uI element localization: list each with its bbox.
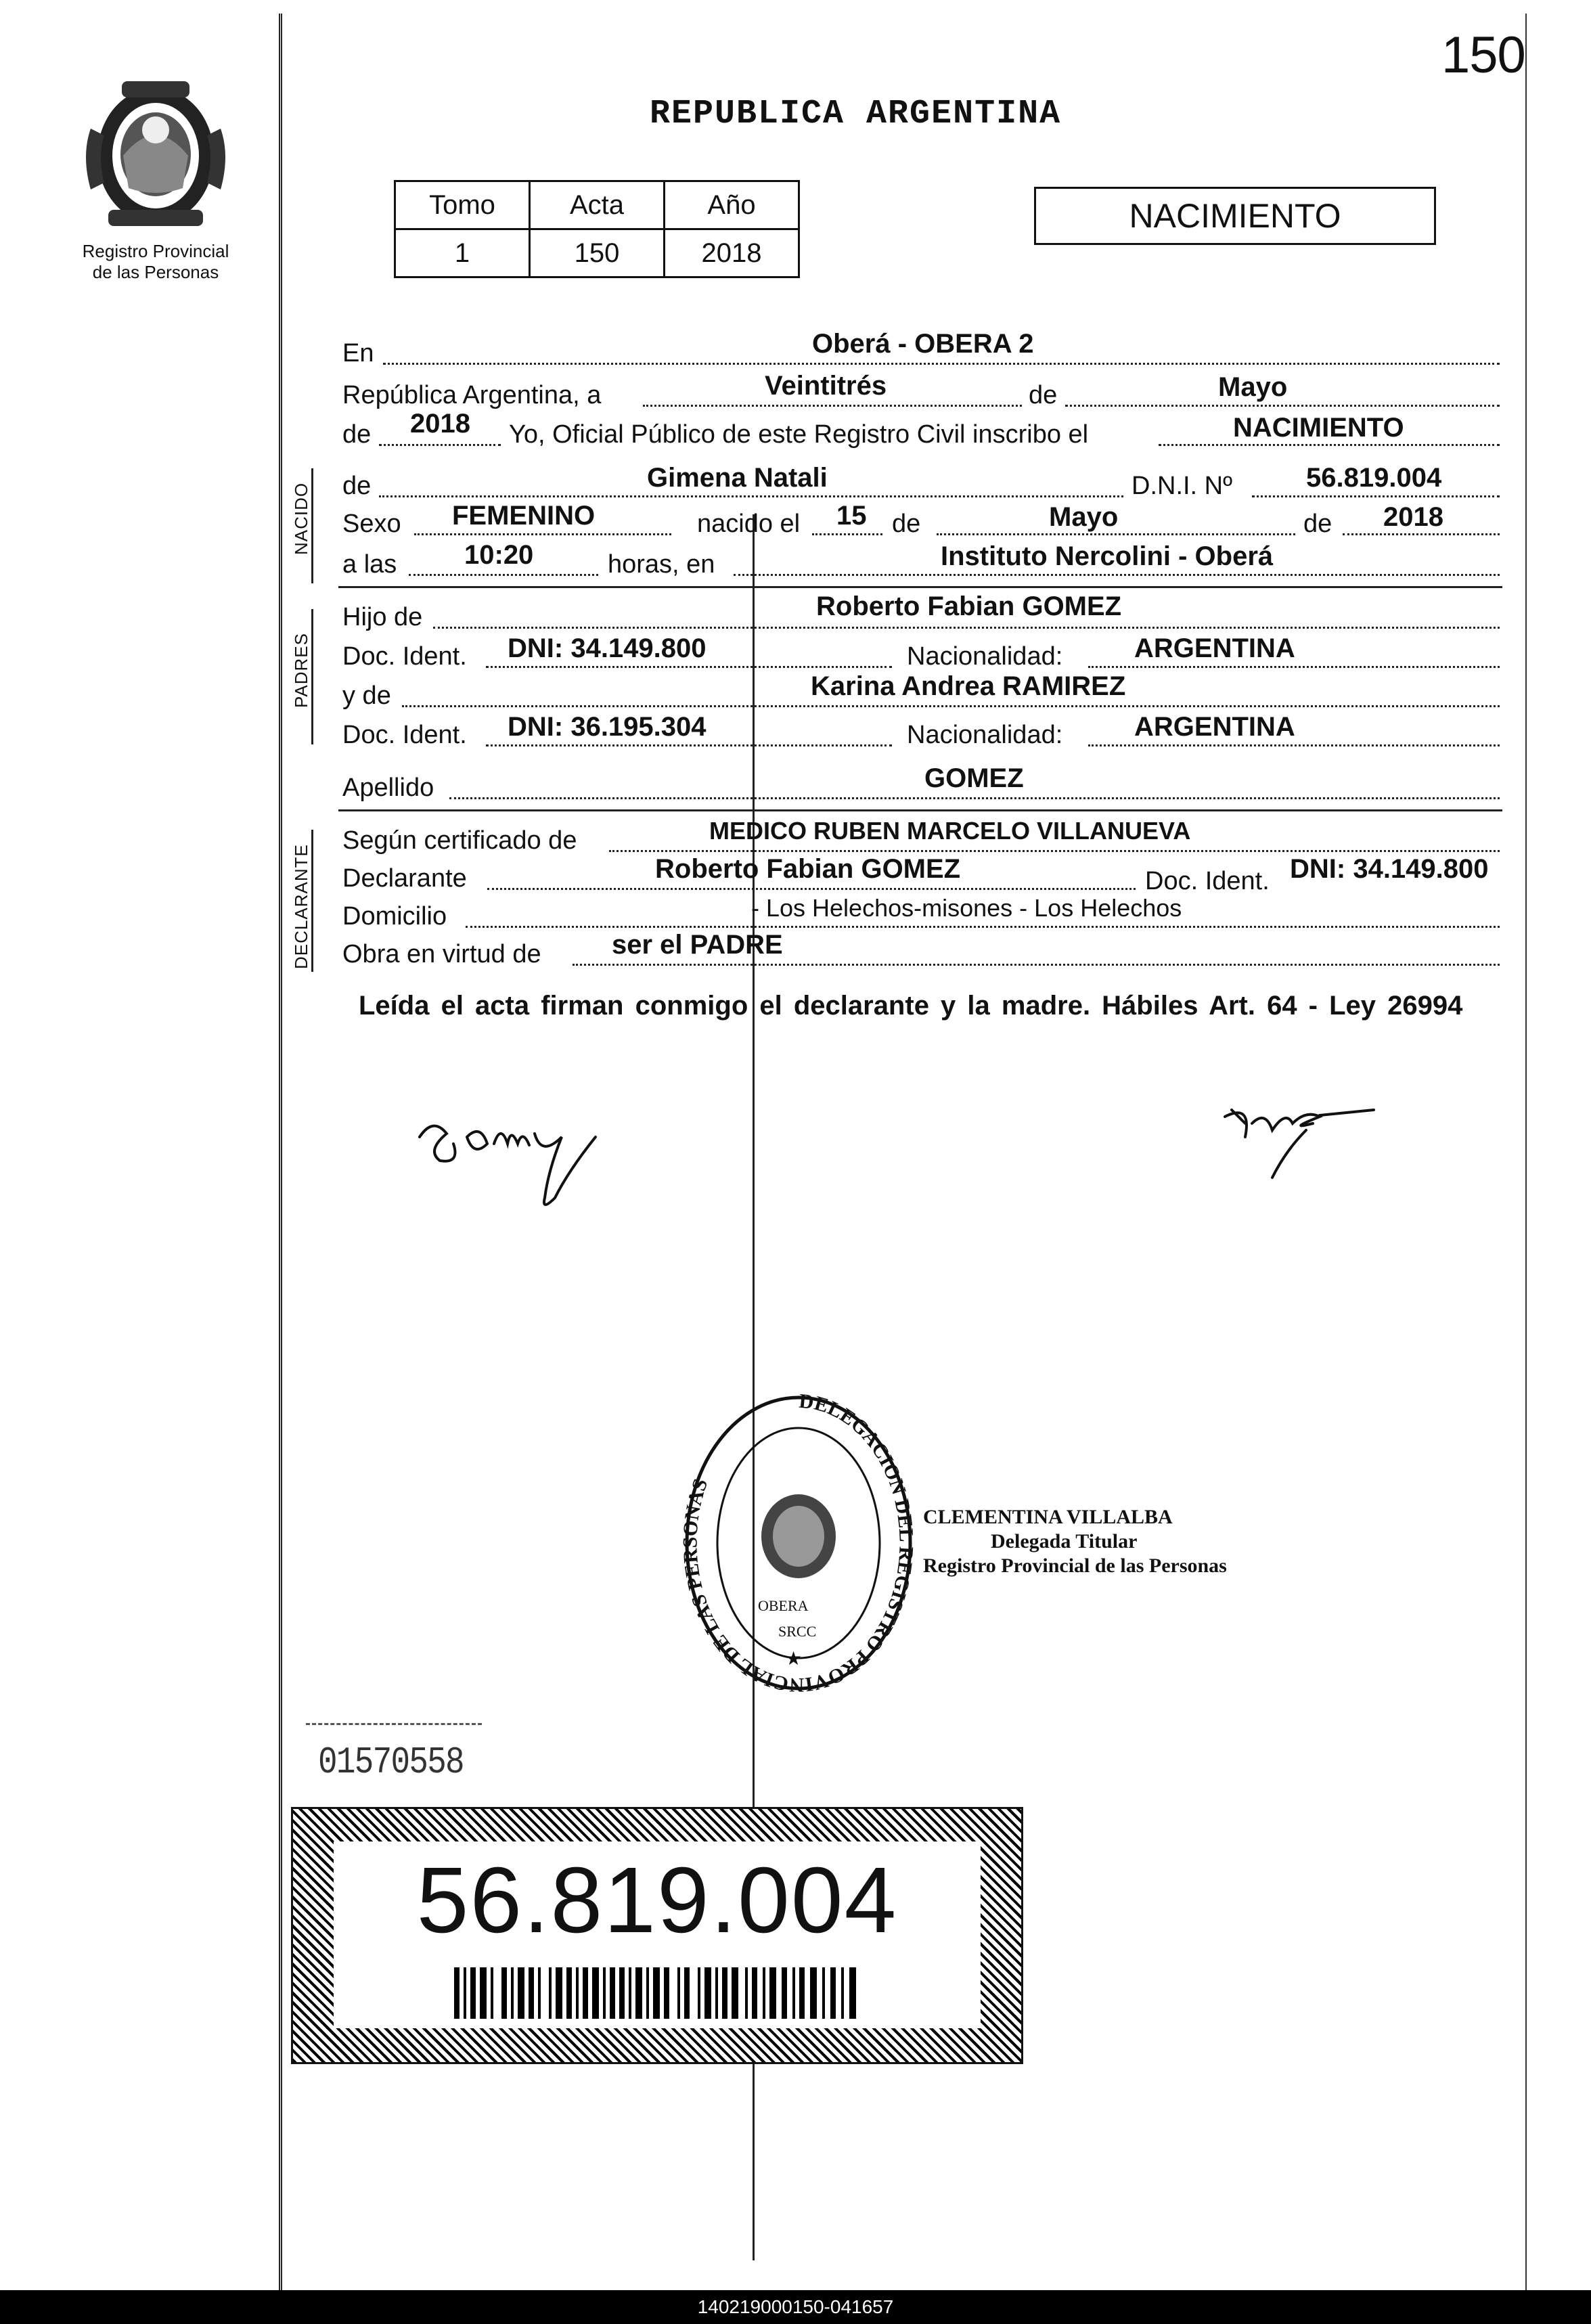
dotted-line	[1088, 666, 1500, 668]
act-type-box: NACIMIENTO	[1034, 187, 1436, 245]
serial-number: 01570558	[318, 1741, 464, 1784]
section-divider	[338, 586, 1502, 588]
acta-value: 150	[530, 229, 665, 277]
year-value: 2018	[410, 409, 470, 439]
dotted-line	[486, 744, 892, 746]
birth-place: Instituto Nercolini - Oberá	[941, 541, 1274, 571]
father-doc-label: Doc. Ident.	[342, 642, 467, 671]
month-value: Mayo	[1218, 372, 1288, 402]
serial-dash-line	[306, 1723, 482, 1725]
place-label: En	[342, 339, 374, 367]
mother-name: Karina Andrea RAMIREZ	[811, 671, 1126, 701]
table-header-anio: Año	[665, 181, 799, 229]
surname-value: GOMEZ	[924, 763, 1024, 793]
mother-doc-label: Doc. Ident.	[342, 721, 467, 749]
hours-label: horas, en	[608, 550, 715, 579]
address-value: - Los Helechos-misones - Los Helechos	[751, 894, 1182, 922]
dotted-line	[383, 363, 1500, 365]
address-label: Domicilio	[342, 902, 447, 931]
tomo-value: 1	[395, 229, 530, 277]
born-label: nacido el	[697, 510, 801, 538]
newborn-label-de: de	[342, 472, 372, 500]
dotted-line	[414, 533, 671, 535]
newborn-name: Gimena Natali	[647, 463, 828, 493]
newborn-dni: 56.819.004	[1306, 463, 1442, 493]
day-in-words: Veintitrés	[765, 371, 887, 401]
date-label-a: República Argentina, a	[342, 381, 602, 409]
section-label-padres: PADRES	[291, 633, 311, 708]
mother-nationality-label: Nacionalidad:	[907, 721, 1063, 749]
sex-value: FEMENINO	[452, 501, 596, 531]
birth-time: 10:20	[464, 540, 534, 570]
dotted-line	[1065, 405, 1500, 407]
dotted-line	[734, 574, 1500, 576]
place-value: Oberá - OBERA 2	[812, 329, 1034, 359]
registry-table	[394, 180, 800, 278]
table-header-acta: Acta	[530, 181, 665, 229]
father-doc: DNI: 34.149.800	[508, 633, 707, 663]
date-label-de: de	[1029, 381, 1058, 409]
agency-line-1: Registro Provincial	[82, 241, 229, 261]
dotted-line	[1252, 495, 1500, 497]
svg-text:OBERA: OBERA	[758, 1597, 809, 1614]
dotted-line	[402, 705, 1500, 707]
mother-nationality: ARGENTINA	[1134, 712, 1295, 742]
dotted-line	[812, 533, 882, 535]
dotted-line	[449, 797, 1500, 799]
dotted-line	[379, 495, 1123, 497]
dotted-line	[1159, 444, 1500, 446]
birth-day: 15	[836, 501, 867, 531]
closing-statement: Leída el acta firman conmigo el declarante y la madre. Hábiles Art. 64 - Ley 26994	[359, 991, 1463, 1021]
birth-label-de-year: de	[1303, 510, 1332, 538]
act-inscribed: NACIMIENTO	[1233, 413, 1404, 443]
section-label-nacido: NACIDO	[291, 482, 311, 555]
dotted-line	[433, 627, 1500, 629]
time-label: a las	[342, 550, 397, 579]
provincia-de-misiones-coat-of-arms-icon	[81, 74, 230, 237]
id-number: 56.819.004	[416, 1848, 898, 1952]
id-label-inner	[334, 1841, 981, 2028]
dotted-line	[466, 926, 1500, 928]
officer-stamp-text	[923, 1505, 1227, 1578]
declarant-doc: DNI: 34.149.800	[1290, 854, 1489, 884]
father-name: Roberto Fabian GOMEZ	[816, 591, 1122, 621]
officer-agency: Registro Provincial de las Personas	[923, 1555, 1227, 1577]
document-footer-code: 140219000150-041657	[0, 2290, 1591, 2324]
declarant-label: Declarante	[342, 864, 467, 893]
inscribe-text: Yo, Oficial Público de este Registro Civil inscribo el	[509, 420, 1089, 449]
certificate-label: Según certificado de	[342, 826, 577, 855]
page-number: 150	[1441, 26, 1525, 84]
birth-label-de: de	[892, 510, 921, 538]
dotted-line	[487, 888, 1136, 890]
svg-text:SRCC: SRCC	[778, 1623, 817, 1640]
surname-label: Apellido	[342, 774, 434, 802]
dotted-line	[486, 666, 892, 668]
declarant-signature	[406, 1096, 616, 1222]
declarant-name: Roberto Fabian GOMEZ	[655, 854, 961, 884]
officer-name: CLEMENTINA VILLALBA	[923, 1506, 1173, 1528]
dotted-line	[937, 533, 1295, 535]
barcode-icon	[454, 1967, 860, 2019]
agency-name	[47, 241, 264, 283]
birth-month: Mayo	[1049, 502, 1119, 532]
capacity-value: ser el PADRE	[612, 930, 783, 960]
dotted-line	[609, 850, 1500, 852]
dotted-line	[1088, 744, 1500, 746]
table-header-row	[395, 181, 799, 229]
and-of-label: y de	[342, 681, 391, 710]
dotted-line	[573, 964, 1500, 966]
section-divider	[338, 809, 1502, 811]
dotted-line	[409, 574, 598, 576]
table-header-tomo: Tomo	[395, 181, 530, 229]
right-margin-rule	[1525, 14, 1527, 2294]
svg-text:DELEGACION DEL REGISTRO PROVIN: DELEGACION DEL REGISTRO PROVINCIAL DE LAS PERSONAS	[679, 1389, 918, 1697]
section-label-declarante: DECLARANTE	[291, 844, 311, 969]
child-of-label: Hijo de	[342, 603, 423, 631]
dotted-line	[379, 444, 501, 446]
svg-text:★: ★	[785, 1647, 803, 1670]
sex-label: Sexo	[342, 510, 401, 538]
anio-value: 2018	[665, 229, 799, 277]
table-row	[395, 229, 799, 277]
declarant-doc-label: Doc. Ident.	[1145, 867, 1270, 895]
id-number-label	[291, 1807, 1023, 2064]
mother-doc: DNI: 36.195.304	[508, 712, 707, 742]
father-nationality-label: Nacionalidad:	[907, 642, 1063, 671]
dni-label: D.N.I. Nº	[1131, 472, 1232, 500]
father-nationality: ARGENTINA	[1134, 633, 1295, 663]
certificate-issuer: MEDICO RUBEN MARCELO VILLANUEVA	[709, 817, 1191, 845]
birth-year: 2018	[1383, 502, 1443, 532]
left-margin-rule	[279, 14, 282, 2294]
officer-signature	[1205, 1083, 1394, 1188]
capacity-label: Obra en virtud de	[342, 940, 541, 968]
document-title: REPUBLICA ARGENTINA	[650, 95, 1062, 133]
agency-line-2: de las Personas	[92, 262, 219, 282]
dotted-line	[1343, 533, 1500, 535]
dotted-line	[643, 405, 1022, 407]
official-seal-stamp	[677, 1381, 920, 1699]
officer-title: Delegada Titular	[991, 1530, 1138, 1552]
year-label: de	[342, 420, 372, 449]
